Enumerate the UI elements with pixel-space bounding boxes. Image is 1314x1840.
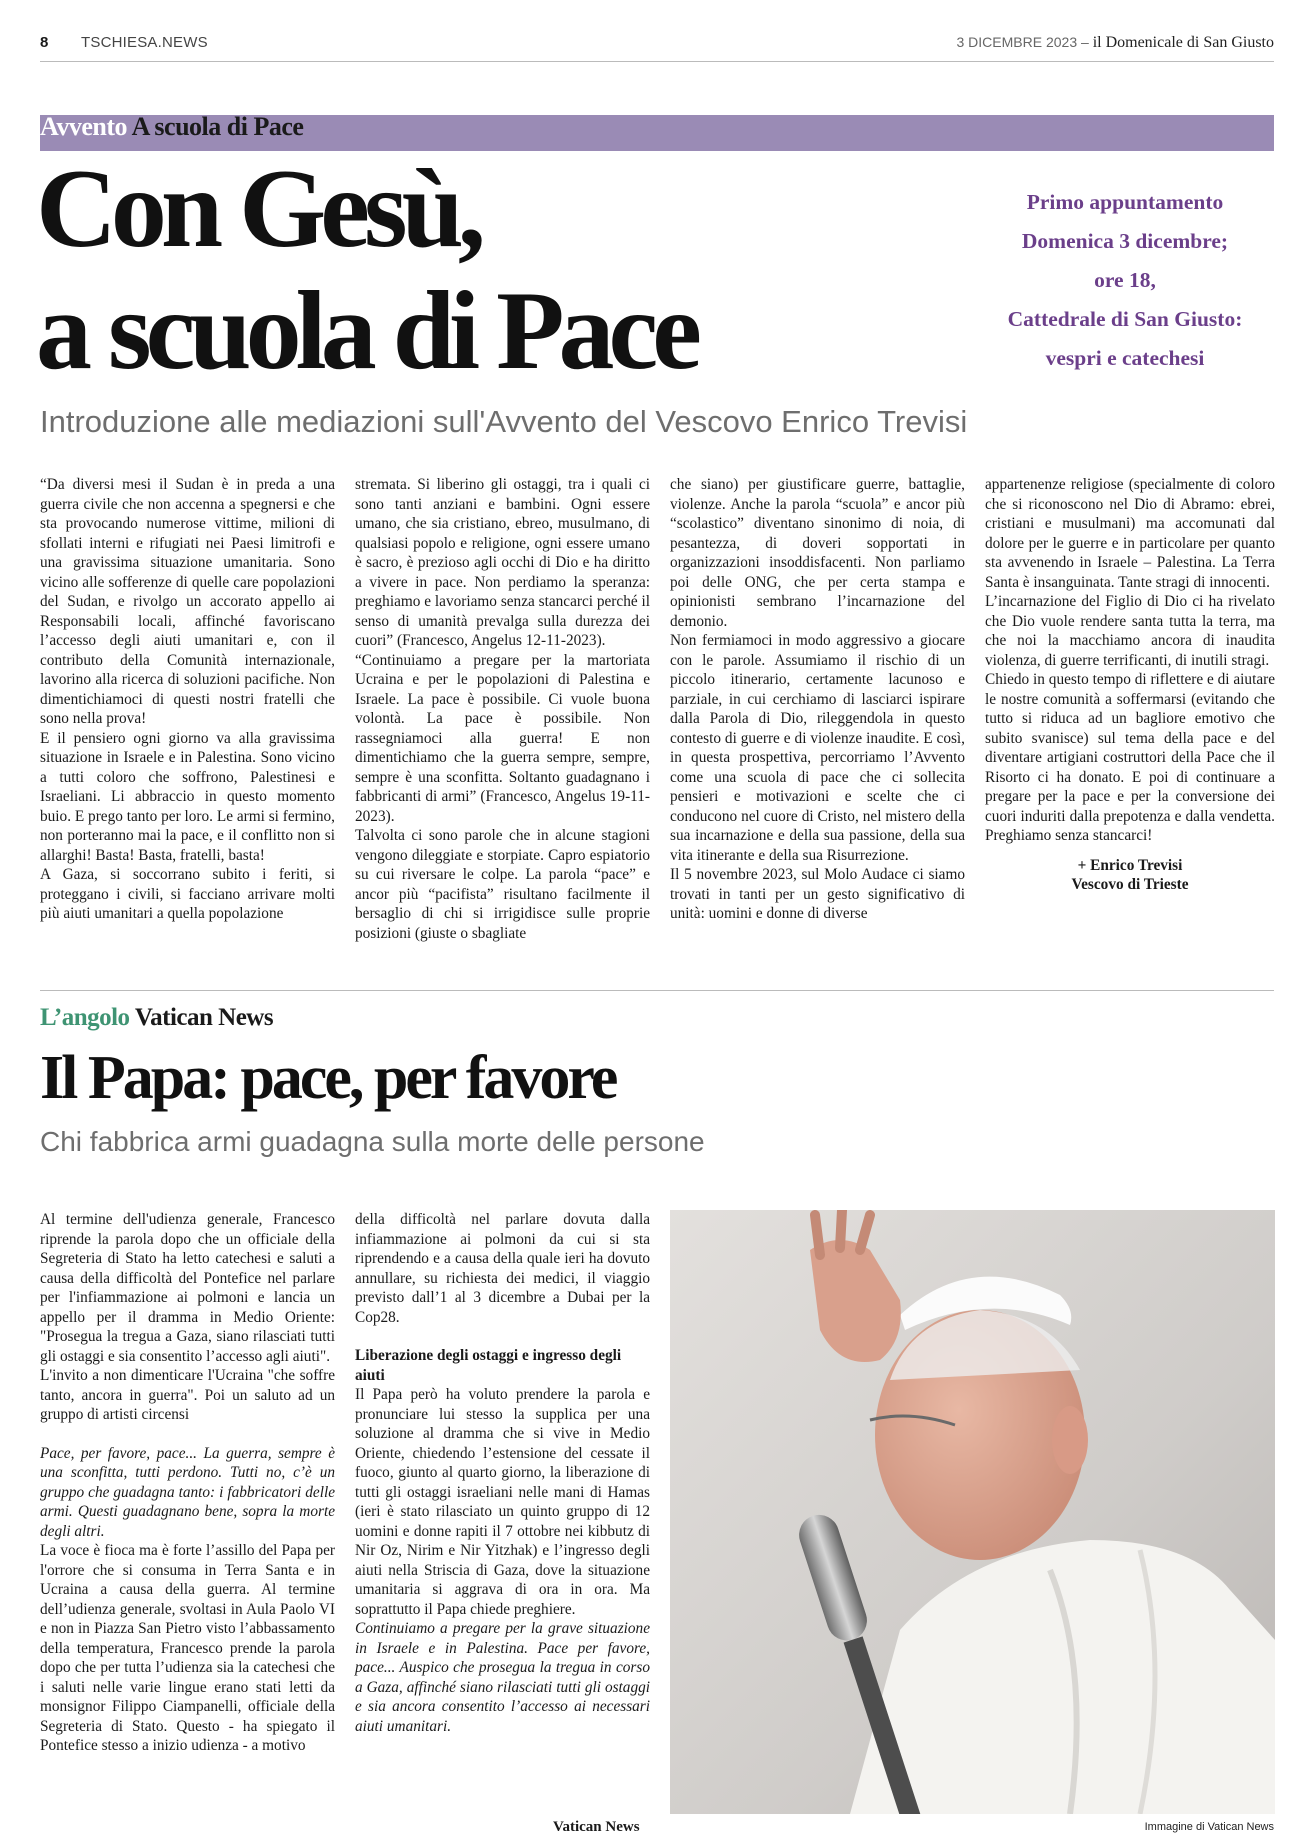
article1-kicker (40, 112, 303, 142)
paragraph: “Continuiamo a pregare per la martoriata Ucraina e per le popolazioni di Palestina e Israele. La pace è possibile. Ci vuole buona volontà. La pace è possibile. Non rassegniamoci alla guerra! E non dimentichiamo che la guerra sempre, sempre, sempre è una sconfitta. Soltanto guadagnano i fabbricanti di armi” (Francesco, Angelus 19-11-2023). (355, 651, 650, 825)
kicker-topic: Vatican News (134, 1004, 274, 1031)
paragraph: E il pensiero ogni giorno va alla gravissima situazione in Israele e in Palestina. Sono vicino a tutti coloro che soffrono, Palestinesi e Israeliani. Li abbraccio in questo momento buio. E prego tanto per loro. Le armi si fermino, non porteranno mai la pace, e il conflitto non si allarghi! Basta! Basta, fratelli, basta! (40, 729, 335, 864)
subheading: Liberazione degli ostaggi e ingresso degli aiuti (355, 1347, 622, 1384)
article1-column-3 (670, 475, 965, 924)
paragraph: La voce è fioca ma è forte l’assillo del Papa per l'orrore che si consuma in Terra Santa e in Ucraina a causa della guerra. Al termine dell’udienza generale, svoltasi in Aula Paolo VI e non in Piazza San Pietro visto l’abbassamento della temperatura, Francesco prende la parola dopo che per tutta l’udienza sia la catechesi che i saluti nelle varie lingue erano stati letti da monsignor Filippo Ciampanelli, officiale della Segreteria di Stato. Questo - ha spiegato il Pontefice stesso a inizio udienza - a motivo (40, 1542, 335, 1754)
publication-name: il Domenicale di San Giusto (1092, 34, 1274, 51)
article2-column-1 (40, 1210, 335, 1756)
paragraph: della difficoltà nel parlare dovuta dalla infiammazione ai polmoni da cui si sta riprendendo e a causa della quale ieri ha dovuto annullare, su richiesta dei medici, il viaggio previsto dall’1 al 3 dicembre a Dubai per la Cop28. (355, 1211, 650, 1326)
paragraph: “Da diversi mesi il Sudan è in preda a una guerra civile che non accenna a spegnersi e che sta provocando numerose vittime, milioni di sfollati interni e rifugiati nei Paesi limitrofi e una gravissima situazione umanitaria. Sono vicino alle sofferenze di quelle care popolazioni del Sudan, e rivolgo un accorato appello ai Responsabili locali, affinché favoriscano l’accesso degli aiuti umanitari e, con il contributo della Comunità internazionale, lavorino alla ricerca di soluzioni pacifiche. Non dimentichiamoci di questi nostri fratelli che sono nella prova! (40, 476, 335, 727)
article1-column-1 (40, 475, 335, 924)
paragraph: che siano) per giustificare guerre, battaglie, violenze. Anche la parola “scuola” e ancor più “scolastico” diventano sinonimo di noia, di pesantezza, di doveri sopportati in organizzazioni insoddisfacenti. Non parliamo poi delle ONG, che per certa stampa e opinionisti sembrano l’incarnazione del demonio. (670, 476, 965, 630)
paragraph: Al termine dell'udienza generale, Francesco riprende la parola dopo che un officiale della Segreteria di Stato ha letto catechesi e saluti a causa della difficoltà del Pontefice nel parlare per l'infiammazione ai polmoni e lancia un appello per il dramma in Medio Oriente: "Prosegua la tregua a Gaza, siano rilasciati tutti gli ostaggi e sia consentito l’accesso agli aiuti". (40, 1211, 335, 1365)
article2-column-2 (355, 1210, 650, 1736)
article2-title: Il Papa: pace, per favore (40, 1044, 616, 1112)
issue-date (957, 34, 1275, 52)
event-line: Primo appuntamento (1026, 190, 1224, 214)
event-line: vespri e catechesi (1045, 346, 1205, 370)
paragraph: Non fermiamoci in modo aggressivo a giocare con le parole. Assumiamo il rischio di un piccolo itinerario, certamente lacunoso e parziale, in cui cerchiamo di lasciarci ispirare dalla Parola di Dio, rileggendola in questo contesto di guerre e di violenze inaudite. E così, in questa prospettiva, percorriamo l’Avvento come una scuola di pace che ci sollecita pensieri e motivazioni e scelte che ci conducono nel cuore di Cristo, nel mistero della sua incarnazione e della sua passione, della sua vita itinerante e della sua Risurrezione. (670, 632, 965, 864)
article1-column-4 (985, 475, 1275, 895)
page-header (40, 30, 1274, 62)
source-credit: Vatican News (553, 1819, 640, 1835)
signature-role: Vescovo di Trieste (1071, 876, 1189, 893)
quote: Continuiamo a pregare per la grave situazione in Israele e in Palestina. Pace per favore, pace... Auspico che prosegua la tregua in corso a Gaza, affinché siano rilasciati tutti gli ostaggi e sia ancora consentito l’accesso ai necessari aiuti umanitari. (355, 1620, 650, 1735)
photo-caption: Immagine di Vatican News (1144, 1821, 1274, 1833)
paragraph: stremata. Si liberino gli ostaggi, tra i quali ci sono tanti anziani e bambini. Ogni essere umano, che sia cristiano, ebreo, musulmano, di qualsiasi popolo e religione, ogni essere umano è sacro, è prezioso agli occhi di Dio e ha diritto a vivere in pace. Non perdiamo la speranza: preghiamo e lavoriamo senza stancarci perché il senso di umanità prevalga sulla durezza dei cuori” (Francesco, Angelus 12-11-2023). (355, 476, 650, 649)
section-divider (40, 990, 1274, 991)
date-text: 3 DICEMBRE 2023 – (956, 34, 1089, 50)
kicker-section: L’angolo (40, 1004, 130, 1031)
event-line: ore 18, (1094, 268, 1156, 292)
title-line-1: Con Gesù, (36, 147, 480, 271)
article2-subtitle: Chi fabbrica armi guadagna sulla morte delle persone (40, 1126, 705, 1157)
quote: Pace, per favore, pace... La guerra, sempre è una sconfitta, tutti perdono. Tutti no, c’è un gruppo che guadagna tanto: i fabbricatori delle armi. Questi guadagnano bene, sopra la morte degli altri. (40, 1444, 335, 1540)
paragraph: A Gaza, si soccorrano subito i feriti, si proteggano i civili, si facciano arrivare molti più aiuti umanitari a quella popolazione (40, 866, 335, 922)
article1-subtitle: Introduzione alle mediazioni sull'Avvento del Vescovo Enrico Trevisi (40, 404, 968, 439)
paragraph: L’incarnazione del Figlio di Dio ci ha rivelato che Dio vuole rendere santa tutta la terra, ma che noi la macchiamo ancora di inaudita violenza, di guerre terrificanti, di inutili stragi. (985, 593, 1275, 669)
paragraph: Chiedo in questo tempo di riflettere e di aiutare le nostre comunità a soffermarsi (evitando che tutto si riduca ad un bagliore emotivo che subito svanisce) sul tema della pace e del diventare artigiani costruttori della Pace che il Risorto ci ha donato. E poi di continuare a pregare per la pace e per la conversione dei cuori induriti dalla prepotenza e dalla vendetta. Preghiamo senza stancarci! (985, 671, 1275, 844)
article2-kicker (40, 1004, 273, 1032)
paragraph: Il Papa però ha voluto prendere la parola e pronunciare lui stesso la supplica per una soluzione al dramma che si vive in Medio Oriente, chiedendo l’estensione del cessate il fuoco, giunto al quarto giorno, la liberazione di tutti gli ostaggi israeliani nelle mani di Hamas (ieri è stato rilasciato un quinto gruppo di 12 uomini e donne rapiti il 7 ottobre nei kibbutz di Nir Oz, Nirim e Nir Yitzhak) e l’ingresso degli aiuti nella Striscia di Gaza, dove la situazione umanitaria si aggrava di ora in ora. Ma soprattutto il Papa chiede preghiere. (355, 1386, 650, 1618)
paragraph: Il 5 novembre 2023, sul Molo Audace ci siamo trovati in tanti per un gesto significativo di unità: uomini e donne di diverse (670, 866, 965, 922)
kicker-topic: A scuola di Pace (131, 112, 304, 141)
event-line: Domenica 3 dicembre; (1021, 229, 1229, 253)
event-box (975, 183, 1275, 378)
page-number: 8 (40, 34, 49, 51)
paragraph: Talvolta ci sono parole che in alcune stagioni vengono dileggiate e storpiate. Capro espiatorio su cui riversare le colpe. La parola “pace” e ancor più “pacifista” risultano facilmente il bersaglio di chi si irrigidisce sulle proprie posizioni (giuste o sbagliate (355, 827, 650, 942)
paragraph: appartenenze religiose (specialmente di coloro che si riconoscono nel Dio di Abramo: ebrei, cristiani e musulmani) ma accomunati dal dolore per le guerre e in particolare per quanto sta avvenendo in Israele – Palestina. La Terra Santa è insanguinata. Tante stragi di innocenti. (985, 476, 1275, 591)
paragraph: L'invito a non dimenticare l'Ucraina "che soffre tanto, ancora in guerra". Poi un saluto ad un gruppo di artisti circensi (40, 1367, 335, 1423)
kicker-section: Avvento (40, 112, 128, 141)
site-name[interactable]: TSCHIESA.NEWS (81, 34, 208, 51)
article1-title (36, 148, 936, 392)
title-line-2: a scuola di Pace (36, 269, 696, 393)
signature-name: + Enrico Trevisi (1077, 856, 1183, 874)
pope-photo (670, 1210, 1275, 1814)
article1-column-2 (355, 475, 650, 943)
event-line: Cattedrale di San Giusto: (1007, 307, 1243, 331)
